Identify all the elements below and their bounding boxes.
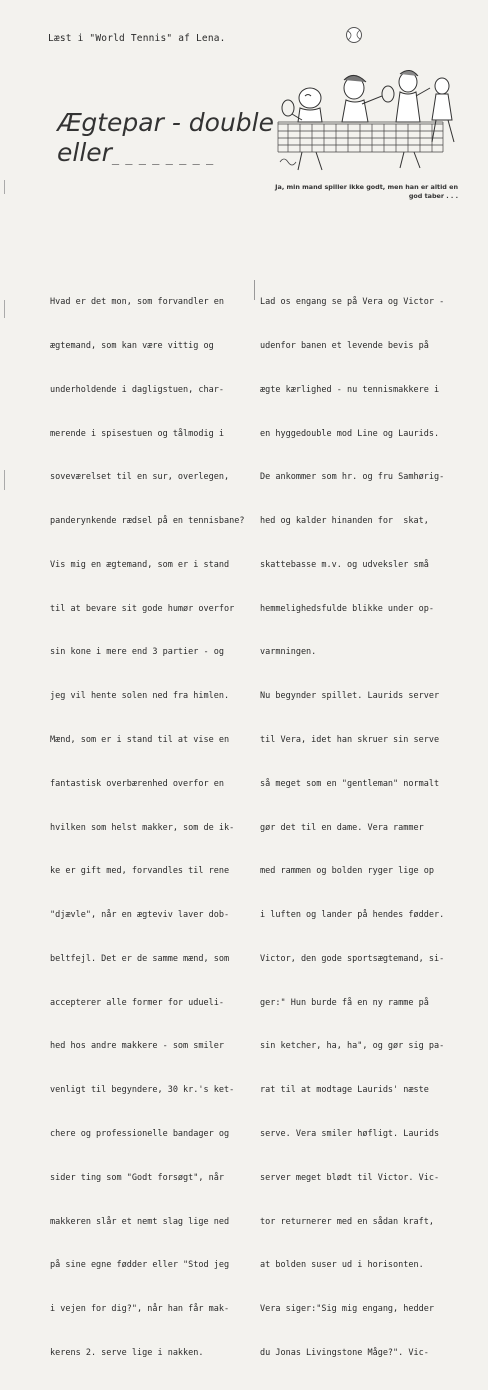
cartoon-caption: Ja, min mand spiller ikke godt, men han er altid en god taber . . . (275, 183, 458, 200)
text-line: fantastisk overbærenhed overfor en (50, 778, 224, 789)
text-line: i luften og lander på hendes fødder. (260, 910, 445, 921)
article-title (57, 108, 274, 172)
text-line: server meget blødt til Victor. Vic- (260, 1172, 440, 1183)
text-line: sin kone i mere end 3 partier - og (50, 647, 224, 658)
text-line: De ankommer som hr. og fru Samhørig- (260, 472, 445, 483)
scan-edge-mark (4, 180, 5, 194)
text-line: en hyggedouble mod Line og Laurids. (260, 428, 440, 439)
text-line: du Jonas Livingstone Måge?". Vic- (260, 1347, 429, 1358)
left-column (50, 266, 250, 1390)
text-line: Lad os engang se på Vera og Victor - (260, 297, 445, 308)
text-line: Vera siger:"Sig mig engang, hedder (260, 1304, 434, 1315)
source-line: Læst i "World Tennis" af Lena. (48, 33, 226, 44)
text-line: Victor, den gode sportsægtemand, si- (260, 953, 445, 964)
text-line: "djævle", når en ægteviv laver dob- (50, 910, 230, 921)
text-line: så meget som en "gentleman" normalt (260, 778, 440, 789)
text-line: i vejen for dig?", når han får mak- (50, 1304, 230, 1315)
text-line: hvilken som helst makker, som de ik- (50, 822, 235, 833)
text-line: hed og kalder hinanden for skat, (260, 516, 429, 527)
right-column (260, 266, 460, 1390)
text-line: ger:" Hun burde få en ny ramme på (260, 997, 429, 1008)
text-line: ægtemand, som kan være vittig og (50, 340, 214, 351)
text-line: tor returnerer med en sådan kraft, (260, 1216, 434, 1227)
text-line: ke er gift med, forvandles til rene (50, 866, 230, 877)
text-line: jeg vil hente solen ned fra himlen. (50, 691, 230, 702)
tennis-cartoon-illustration (258, 60, 458, 178)
text-line: Mænd, som er i stand til at vise en (50, 735, 230, 745)
text-line: Hvad er det mon, som forvandler en (50, 297, 224, 308)
text-line: hed hos andre makkere - som smiler (50, 1041, 224, 1052)
text-line: Nu begynder spillet. Laurids server (260, 691, 440, 702)
text-line: kerens 2. serve lige i nakken. (50, 1347, 204, 1358)
text-line: gør det til en dame. Vera rammer (260, 822, 424, 833)
text-line: sider ting som "Godt forsøgt", når (50, 1172, 224, 1183)
text-line: ægte kærlighed - nu tennismakkere i (260, 384, 440, 395)
text-line: merende i spisestuen og tålmodig i (50, 428, 224, 439)
text-line: soveværelset til en sur, overlegen, (50, 472, 230, 483)
scan-edge-mark (4, 470, 5, 490)
text-line: til Vera, idet han skruer sin serve (260, 735, 440, 745)
column-divider (254, 280, 255, 300)
text-line: skattebasse m.v. og udveksler små (260, 559, 429, 570)
text-line: chere og professionelle bandager og (50, 1129, 230, 1140)
text-line: Vis mig en ægtemand, som er i stand (50, 559, 230, 570)
text-line: udenfor banen et levende bevis på (260, 340, 429, 351)
text-line: at bolden suser ud i horisonten. (260, 1260, 424, 1271)
text-line: beltfejl. Det er de samme mænd, som (50, 953, 230, 964)
text-line: hemmelighedsfulde blikke under op- (260, 603, 434, 614)
text-line: panderynkende rædsel på en tennisbane? (50, 516, 245, 527)
title-line-1: Ægtepar - double (57, 108, 274, 137)
text-line: venligt til begyndere, 30 kr.'s ket- (50, 1085, 235, 1096)
text-line: til at bevare sit gode humør overfor (50, 603, 235, 614)
text-line: varmningen. (260, 647, 317, 658)
text-line: på sine egne fødder eller "Stod jeg (50, 1260, 230, 1271)
scan-edge-mark (4, 300, 5, 318)
text-line: accepterer alle former for udueli- (50, 997, 224, 1008)
text-line: makkeren slår et nemt slag lige ned (50, 1216, 230, 1227)
title-line-2 (57, 138, 274, 172)
text-line: underholdende i dagligstuen, char- (50, 384, 224, 395)
text-line: rat til at modtage Laurids' næste (260, 1085, 429, 1096)
title-word: eller (57, 138, 112, 167)
title-dashes: _ _ _ _ _ _ _ _ (111, 149, 215, 165)
tennis-ball-icon (345, 26, 363, 44)
text-line: med rammen og bolden ryger lige op (260, 866, 434, 877)
text-line: sin ketcher, ha, ha", og gør sig pa- (260, 1041, 445, 1052)
text-line: serve. Vera smiler høfligt. Laurids (260, 1129, 440, 1140)
